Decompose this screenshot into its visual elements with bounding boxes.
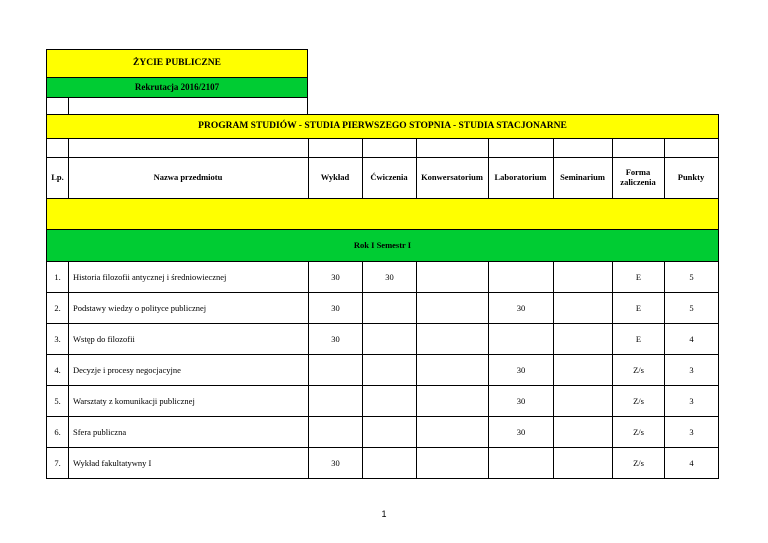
cell-seminar (553, 355, 612, 386)
spacer-cell-right (68, 97, 308, 115)
cell-form: Z/s (612, 386, 664, 417)
cell-form: Z/s (612, 448, 664, 479)
table-row (47, 262, 718, 293)
cell-seminar (553, 386, 612, 417)
cell-name: Warsztaty z komunikacji publicznej (68, 386, 308, 417)
cell-lp: 3. (54, 333, 61, 344)
table-row (47, 417, 718, 448)
cell-exercises (362, 324, 416, 355)
cell-exercises (362, 448, 416, 479)
semester-band: Rok I Semestr I (47, 230, 718, 261)
cell-exercises (362, 355, 416, 386)
cell-exercises (362, 293, 416, 324)
col-header-lecture: Wykład (320, 171, 350, 182)
table-row (47, 293, 718, 324)
cell-form: Z/s (612, 417, 664, 448)
table-row (47, 355, 718, 386)
cell-lp: 6. (54, 426, 61, 437)
cell-points: 3 (664, 386, 718, 417)
cell-lp: 7. (54, 457, 61, 468)
col-header-form-line1: Forma (625, 166, 651, 177)
cell-lp: 2. (54, 302, 61, 313)
cell-lecture: 30 (308, 324, 362, 355)
cell-laboratory (488, 448, 553, 479)
cell-points: 4 (664, 448, 718, 479)
program-text: PROGRAM STUDIÓW - STUDIA PIERWSZEGO STOPNIA - STUDIA STACJONARNE (198, 121, 567, 132)
cell-points: 3 (664, 417, 718, 448)
cell-lecture (308, 417, 362, 448)
cell-lecture: 30 (308, 293, 362, 324)
cell-conversatorium (416, 324, 488, 355)
cell-conversatorium (416, 355, 488, 386)
table-row (47, 448, 718, 479)
cell-seminar (553, 262, 612, 293)
col-header-laboratory: Laboratorium (494, 171, 547, 182)
cell-conversatorium (416, 293, 488, 324)
col-header-lp: Lp. (51, 171, 64, 182)
cell-exercises: 30 (362, 262, 416, 293)
cell-name: Wstęp do filozofii (68, 324, 308, 355)
cell-name: Wykład fakultatywny I (68, 448, 308, 479)
cell-form: E (612, 293, 664, 324)
cell-name: Historia filozofii antycznej i średniowiecznej (68, 262, 308, 293)
cell-exercises (362, 386, 416, 417)
table-row (47, 386, 718, 417)
col-header-points: Punkty (677, 171, 705, 182)
col-header-exercises: Ćwiczenia (370, 171, 408, 182)
cell-laboratory: 30 (488, 417, 553, 448)
col-header-name: Nazwa przedmiotu (153, 171, 223, 182)
col-header-form-line2: zaliczenia (620, 176, 656, 187)
cell-seminar (553, 293, 612, 324)
cell-form: Z/s (612, 355, 664, 386)
cell-seminar (553, 448, 612, 479)
recruitment-text: Rekrutacja 2016/2107 (134, 82, 220, 93)
cell-points: 5 (664, 262, 718, 293)
col-header-seminar: Seminarium (560, 171, 605, 182)
col-header-conversatorium: Konwersatorium (421, 171, 483, 182)
spacer-band-yellow (47, 199, 718, 229)
page-number: 1 (381, 509, 387, 519)
course-rows (47, 262, 718, 478)
cell-conversatorium (416, 417, 488, 448)
cell-lecture (308, 355, 362, 386)
cell-conversatorium (416, 262, 488, 293)
cell-name: Podstawy wiedzy o polityce publicznej (68, 293, 308, 324)
cell-points: 5 (664, 293, 718, 324)
cell-lecture: 30 (308, 262, 362, 293)
col-header-form (612, 157, 664, 198)
cell-lecture: 30 (308, 448, 362, 479)
cell-form: E (612, 324, 664, 355)
cell-form: E (612, 262, 664, 293)
table-row (47, 324, 718, 355)
cell-seminar (553, 417, 612, 448)
cell-points: 4 (664, 324, 718, 355)
cell-laboratory: 30 (488, 355, 553, 386)
cell-lp: 4. (54, 364, 61, 375)
cell-laboratory: 30 (488, 386, 553, 417)
cell-lp: 5. (54, 395, 61, 406)
cell-conversatorium (416, 448, 488, 479)
title-text: ŻYCIE PUBLICZNE (133, 58, 221, 69)
cell-laboratory (488, 262, 553, 293)
course-table (46, 138, 719, 479)
title-banner (46, 49, 308, 78)
cell-laboratory (488, 324, 553, 355)
study-program-sheet (46, 49, 719, 479)
cell-seminar (553, 324, 612, 355)
cell-name: Decyzje i procesy negocjacyjne (68, 355, 308, 386)
cell-name: Sfera publiczna (68, 417, 308, 448)
cell-lp: 1. (54, 271, 61, 282)
program-banner (46, 114, 719, 139)
spacer-cell-left (46, 97, 69, 115)
cell-laboratory: 30 (488, 293, 553, 324)
recruitment-banner (46, 77, 308, 98)
cell-points: 3 (664, 355, 718, 386)
cell-lecture (308, 386, 362, 417)
cell-conversatorium (416, 386, 488, 417)
cell-exercises (362, 417, 416, 448)
